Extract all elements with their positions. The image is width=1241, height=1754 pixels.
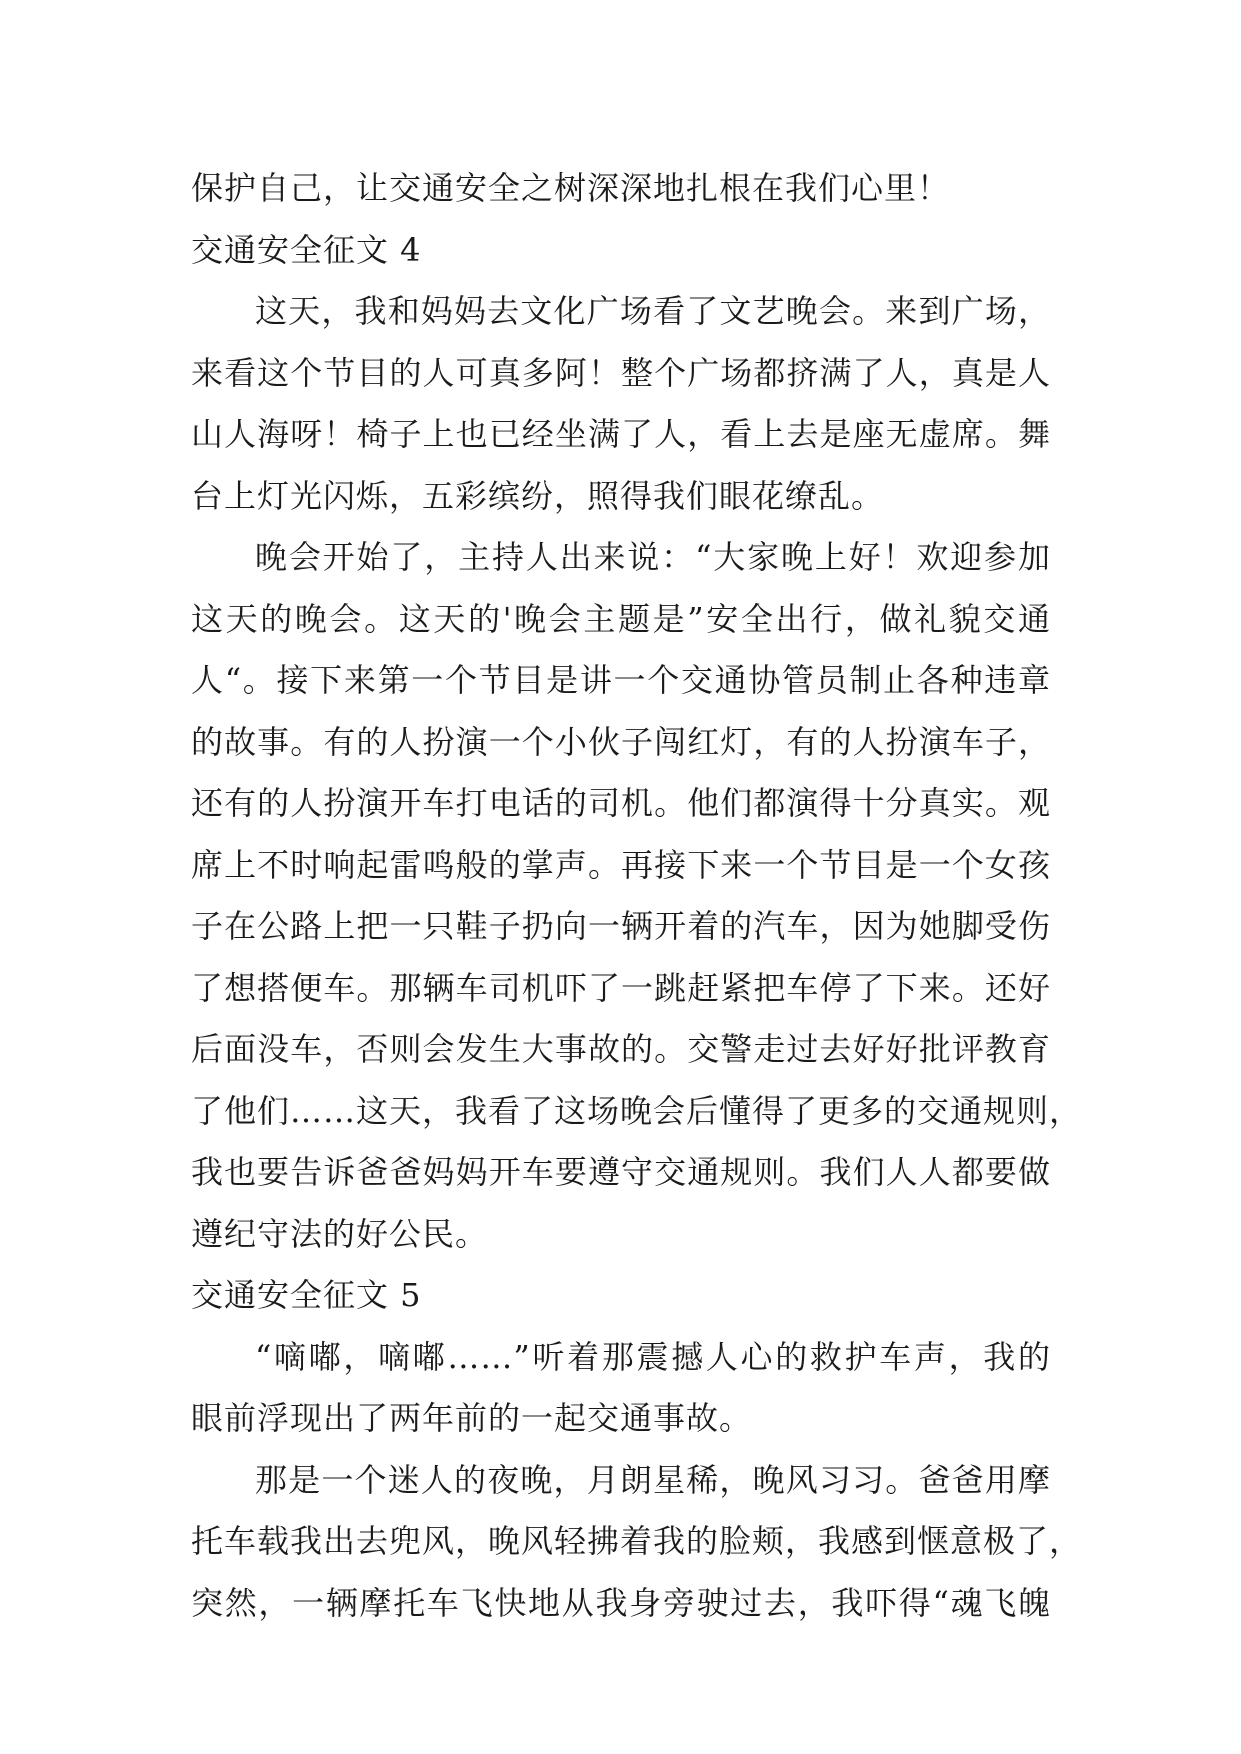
section-heading: 交通安全征文 5	[191, 1276, 422, 1314]
text-line: 子在公路上把一只鞋子扔向一辆开着的汽车，因为她脚受伤	[191, 907, 1051, 945]
text-line: 这天，我和妈妈去文化广场看了文艺晚会。来到广场，	[255, 292, 1051, 330]
text-line: 托车载我出去兜风，晚风轻拂着我的脸颊，我感到惬意极了，	[191, 1522, 1083, 1560]
document-page	[191, 158, 1083, 1634]
text-line: 人“。接下来第一个节目是讲一个交通协管员制止各种违章	[191, 661, 1051, 699]
paragraph	[191, 158, 1051, 220]
text-line: 那是一个迷人的夜晚，月朗星稀，晚风习习。爸爸用摩	[255, 1460, 1051, 1499]
paragraph	[191, 1327, 1051, 1450]
text-line: 席上不时响起雷鸣般的掌声。再接下来一个节目是一个女孩	[191, 845, 1051, 884]
text-line: 了想搭便车。那辆车司机吓了一跳赶紧把车停了下来。还好	[191, 968, 1051, 1007]
text-line: 了他们……这天，我看了这场晚会后懂得了更多的交通规则，	[191, 1091, 1083, 1130]
text-line: 眼前浮现出了两年前的一起交通事故。	[191, 1399, 753, 1437]
text-line: 后面没车，否则会发生大事故的。交警走过去好好批评教育	[191, 1030, 1051, 1068]
paragraph	[191, 281, 1051, 527]
text-line: 的故事。有的人扮演一个小伙子闯红灯，有的人扮演车子，	[191, 722, 1051, 761]
text-line: 保护自己，让交通安全之树深深地扎根在我们心里！	[191, 169, 951, 207]
text-line: 还有的人扮演开车打电话的司机。他们都演得十分真实。观	[191, 784, 1051, 822]
paragraph	[191, 1450, 1083, 1635]
text-line: 突然，一辆摩托车飞快地从我身旁驶过去，我吓得“魂飞魄	[191, 1583, 1051, 1622]
text-line: 我也要告诉爸爸妈妈开车要遵守交通规则。我们人人都要做	[191, 1153, 1051, 1191]
text-line: 台上灯光闪烁，五彩缤纷，照得我们眼花缭乱。	[191, 476, 885, 515]
text-line: 来看这个节目的人可真多阿！整个广场都挤满了人，真是人	[191, 353, 1051, 392]
text-line: 遵纪守法的好公民。	[191, 1214, 489, 1253]
text-line: 晚会开始了，主持人出来说：“大家晚上好！欢迎参加	[255, 538, 1051, 576]
paragraph	[191, 527, 1083, 1265]
text-line: 这天的晚会。这天的'晚会主题是”安全出行，做礼貌交通	[191, 599, 1051, 638]
text-line: “嘀嘟，嘀嘟……”听着那震撼人心的救护车声，我的	[255, 1337, 1051, 1376]
section-heading: 交通安全征文 4	[191, 230, 422, 269]
text-line: 山人海呀！椅子上也已经坐满了人，看上去是座无虚席。舞	[191, 415, 1051, 453]
